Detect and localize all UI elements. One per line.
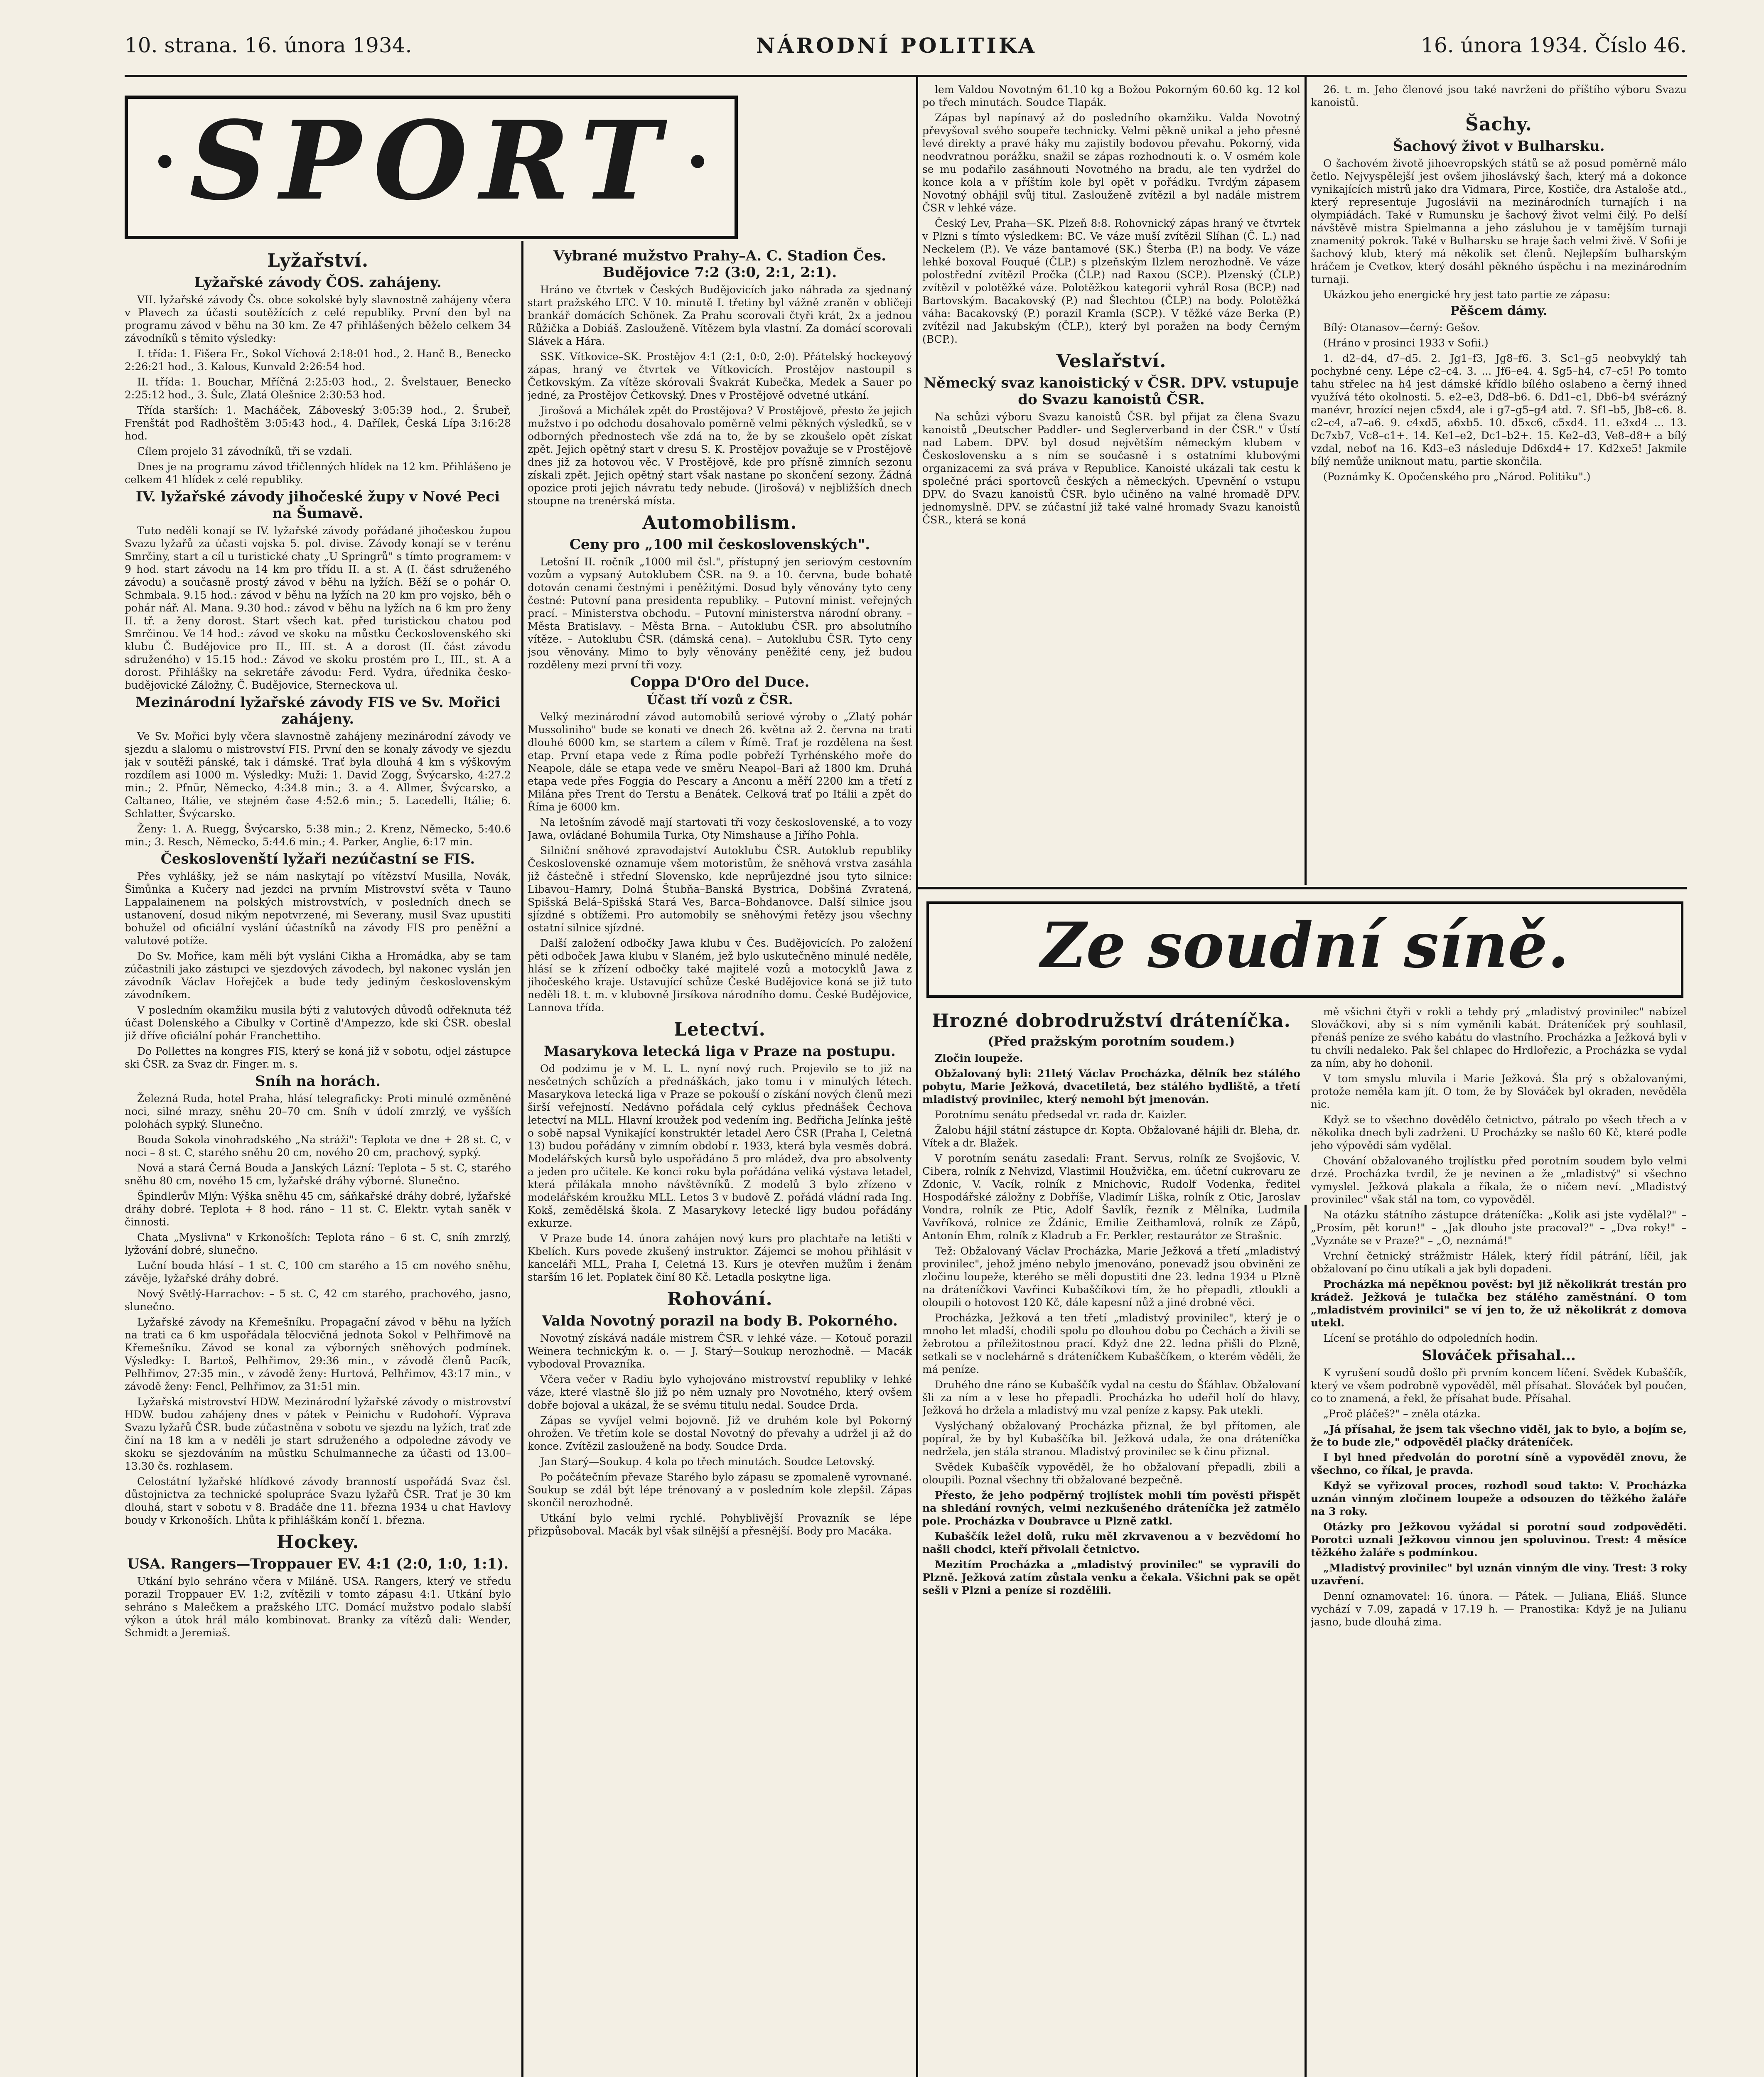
paragraph: Český Lev, Praha—SK. Plzeň 8:8. Rohovnický zápas hraný ve čtvrtek v Plzni s tímto výsledkem: BC. Ve váze muší zvítězil Slíhan (Č. L.) nad Neckelem (P.). Ve váze bantamové (SK.) Šterba (P.) na body. Ve váze lehké boxoval Fouqué (ČLP.) s plzeňským Ilzlem nerozhodně. Ve váze polostřední zvítězil Pročka (ČLP.) nad Raxou (SCP.). Plzenský (ČLP.) zvítězil v polotěžké váze. Polotěžkou kategorii vyhrál Rosa (BCP.) nad Bartovským. Bacakovský (P.) nad Šlechtou (ČLP.) na body. Polotěžká váha: Bacakovský (P.) porazil Kramla (SCP.). V těžké váze Berka (P.) zvítězil nad Jakubským (ČLP.), který byl poražen na body Černým (BCP.).	[922, 217, 1300, 345]
section-heading: Šachy.	[1465, 114, 1532, 135]
article-heading: Německý svaz kanoistický v ČSR. DPV. vstupuje do Svazu kanoistů ČSR.	[924, 375, 1299, 408]
paragraph: Novotný získává nadále mistrem ČSR. v lehké váze. — Kotouč porazil Weinera technickým k. o. — J. Starý—Soukup nerozhodně. — Macák vybodoval Provazníka.	[528, 1332, 912, 1370]
article-heading: Masarykova letecká liga v Praze na postupu.	[544, 1043, 896, 1060]
paragraph: Tuto neděli konají se IV. lyžařské závody pořádané jihočeskou župou Svazu lyžařů za účasti vojska 5. pol. divise. Závody konají se v terénu Smrčiny, start a cíl u turistické chaty „U Springrů" s tímto programem: v 9 hod. start závodu na 14 km pro třídu II. a st. A (I. část sdruženého závodu) a současně prostý závod v běhu na lyžích. Běží se o pohár O. Schmbala. 9.15 hod.: závod v běhu na lyžích na 20 km pro vojsko, běh o pohár nář. Al. Mana. 9.30 hod.: závod v běhu na lyžích na 6 km pro ženy II. tř. a ženy dorost. Start všech kat. před turistickou chatou pod Smrčinou. Ve 14 hod.: závod ve skoku na můstku Čeckoslovenského ski klubu Č. Budějovice pro II., III. st. A a dorost (II. část závodu sdruženého) v 15.15 hod.: Závod ve skoku prostém pro I., III., st. A a dorost. Přihlášky na sekretáře závodu: Ferd. Vydra, úřednika česko-budějovické Záložny, Č. Budějovice, Sterneckova ul.	[125, 525, 511, 691]
article-subheading: (Před pražským porotním soudem.)	[988, 1034, 1235, 1049]
paragraph: II. třída: 1. Bouchar, Mříčná 2:25:03 hod., 2. Švelstauer, Benecko 2:25:12 hod., 3. Šulc, Zlatá Olešnice 2:30:53 hod.	[125, 376, 511, 401]
paragraph: Zápas se vyvíjel velmi bojovně. Již ve druhém kole byl Pokorný ohrožen. Ve třetím kole se dostal Novotný do převahy a udržel ji až do konce. Zvítězil zaslouženě na body. Soudce Drda.	[528, 1414, 912, 1452]
col-rule-2	[916, 75, 918, 2077]
header-left: 10. strana. 16. února 1934.	[125, 33, 412, 57]
section-heading: Hockey.	[276, 1532, 359, 1553]
article-heading: Českoslovenští lyžaři nezúčastní se FIS.	[160, 851, 475, 867]
article-heading: Hrozné dobrodružství dráteníčka.	[931, 1010, 1291, 1031]
article-heading: Sníh na horách.	[255, 1073, 381, 1090]
paragraph: Hráno ve čtvrtek v Českých Budějovicích jako náhrada za sjednaný start pražského LTC. V 10. minutě I. třetiny byl vážně zraněn v obličeji brankář domácích Schönek. Za Prahu scorovali čtyři krát, 2x a jednou Růžička a Dobiáš. Zaslouženě. Vítězem byla vlastní. Za domácí scorovali Slávek a Hára.	[528, 284, 912, 347]
paragraph: 26. t. m. Jeho členové jsou také navrženi do příštího výboru Svazu kanoistů.	[1311, 83, 1687, 108]
column-2	[528, 245, 912, 2077]
paragraph: O šachovém životě jihoevropských států se až posud poměrně málo četlo. Nejvyspělejší jest ovšem jihoslávský šach, který má a dokonce vynikajících mistrů jako dra Vidmara, Pirce, Kostiče, dra Astaloše atd., který representuje Jugoslávii na mezinárodních turnajích i na olympiádách. Také v Rumunsku je šachový život velmi čilý. Po delší návštěvě mistra Spielmanna a jeho zásluhou je v tamějším turnaji znamenitý pokrok. Také v Bulharsku se hraje šach velmi živě. V Sofii je šachový klub, který má několik set členů. Nejlepším bulharským hráčem je Cvetkov, který dosáhl pěkného úspěchu i na mezinárodním turnaji.	[1311, 157, 1687, 285]
paragraph: Včera večer v Radiu bylo vyhojováno mistrovství republiky v lehké váze, které vlastně šlo již po něm uznaly pro Novotného, který ovšem dobře bojoval a ukázal, že se svému titulu nedal. Soudce Drda.	[528, 1373, 912, 1411]
paragraph: Silniční sněhové zpravodajství Autoklubu ČSR. Autoklub republiky Československé oznamuje všem motoristům, že sněhová vrstva zasáhla již částečně i střední Slovensko, kde neprůjezdné jsou tyto silnice: Libavou–Hamry, Dolná Štubňa–Banská Bystrica, Dobšiná Zvratená, Spišská Belá–Spišská Stará Ves, Barca–Bohdanovce. Další silnice jsou sjízdné s obtížemi. Pro automobily se sněhovými řetězy jsou všechny ostatní silnice sjízdné.	[528, 845, 912, 934]
paragraph: Porotnímu senátu předsedal vr. rada dr. Kaizler.	[935, 1109, 1187, 1121]
paragraph: Když se to všechno dovědělo četnictvo, pátralo po všech třech a v několika dnech byli zadrženi. U Procházky se našlo 60 Kč, které podle jeho výpovědi sám vydělal.	[1311, 1114, 1687, 1151]
paragraph: Přesto, že jeho podpěrný trojlístek mohli tím pověsti přispět na shledání rovných, velmi nezkušeného dráteníčka jež zatmělo pole. Procházka v Doubravce u Plzně zatkl.	[922, 1489, 1300, 1527]
paragraph: Zločin loupeže.	[935, 1052, 1023, 1064]
section-heading: Letectví.	[674, 1019, 766, 1040]
paragraph: Bílý: Otanasov—černý: Gešov.	[1323, 322, 1480, 334]
column-6	[1311, 1005, 1687, 2077]
article-heading: Šachový život v Bulharsku.	[1393, 138, 1605, 155]
column-1	[125, 245, 511, 2077]
paragraph: „Já přísahal, že jsem tak všechno viděl, jak to bylo, a bojím se, že to bude zle," odpověděl plačky dráteníček.	[1311, 1423, 1687, 1448]
col-rule-4	[1305, 1205, 1307, 2077]
paragraph: Luční bouda hlásí – 1 st. C, 100 cm starého a 15 cm nového sněhu, závěje, lyžařské dráhy dobré.	[125, 1259, 511, 1284]
section-heading: Automobilism.	[642, 512, 797, 533]
paragraph: Chata „Myslivna" v Krkonoších: Teplota ráno – 6 st. C, sníh zmrzlý, lyžování dobré, slunečno.	[125, 1231, 511, 1256]
paragraph: „Mladistvý provinilec" byl uznán vinným dle viny. Trest: 3 roky uzavření.	[1311, 1562, 1687, 1587]
paragraph: Procházka má nepěknou pověst: byl již několikrát trestán pro krádež. Ježková je tulačka bez stálého zaměstnání. O tom „mladistvém provinilci" se ví jen to, že už několikrát z domova utekl.	[1311, 1278, 1687, 1329]
paragraph: Kubaščík ležel dolů, ruku měl zkrvavenou a v bezvědomí ho našli chodci, kteří přivolali četnictvo.	[922, 1530, 1300, 1555]
paragraph: mě všichni čtyři v rokli a tehdy prý „mladistvý provinilec" nabízel Slováčkovi, aby si s ním vyměnili kabát. Dráteníček prý souhlasil, přenáš peníze ze svého kabátu do vlastního. Procházka a Ježková byli v tu chvíli nedaleko. Pak šel chlapec do Hrdlořezic, a Procházka se vydal za ním, aby ho dohonil.	[1311, 1006, 1687, 1069]
paragraph: Lyžařská mistrovství HDW. Mezinárodní lyžařské závody o mistrovství HDW. budou zahájeny dnes v pátek v Peinichu v Rudohoří. Výprava Svazu lyžařů ČSR. bude zúčastněna v sobotu ve sjezdu na lyžích, trať zde činí na 18 km a v neděli je start sdruženého a odpoledne závody ve skoku se sjezdováním na můstku Schulmanneche za účasti od 13.00–13.30 čs. rozhlasem.	[125, 1396, 511, 1472]
header-right: 16. února 1934. Číslo 46.	[1421, 33, 1687, 57]
masthead: NÁRODNÍ POLITIKA	[756, 33, 1037, 58]
paragraph: Další založení odbočky Jawa klubu v Čes. Budějovicích. Po založení pěti odboček Jawa klubu v Slaném, jež bylo uskutečněno minulé neděle, hlásí se k zřízení odbočky také majitelé vozů a motocyklů Jawa z jihočeského kraje. Ustavující schůze České Budějovice koná se již tuto neděli 18. t. m. v klubovně Jirsíkova národního domu. České Budějovice, Lannova třída.	[528, 937, 912, 1014]
banner-dot-left: •	[153, 140, 177, 184]
col-rule-1	[521, 241, 523, 2077]
paragraph: Otázky pro Ježkovou vyžádal si porotní soud zodpověděti. Porotci uznali Ježkovou vinnou jen spoluvinou. Trest: 4 měsíce těžkého žaláře s podmínkou.	[1311, 1521, 1687, 1559]
paragraph: lem Valdou Novotným 61.10 kg a Božou Pokorným 60.60 kg. 12 kol po třech minutách. Soudce Tlapák.	[922, 83, 1300, 108]
paragraph: Lyžařské závody na Křemešníku. Propagační závod v běhu na lyžích na trati ca 6 km uspořádala tělocvičná jednota Sokol v Pelhřimově na Křemešníku. Závod se konal za výborných sněhových podmínek. Výsledky: I. Bartoš, Pelhřimov, 29:36 min., v závodě členů Pacík, Pelhřimov, 27:35 min., v závodě ženy: Hurtová, Pelhřimov, 43:17 min., v závodě ženy: Fencl, Pelhřimov, za 31:51 min.	[125, 1316, 511, 1392]
paragraph: Druhého dne ráno se Kubaščík vydal na cestu do Šťáhlav. Obžalovaní šli za ním a v lese ho přepadli. Procházka ho udeřil holí do hlavy, Ježková ho držela a mladistvý mu vzal peníze z kapsy. Pak utekli.	[922, 1379, 1300, 1417]
paragraph: Přes vyhlášky, jež se nám naskytají po vítězství Musilla, Novák, Šimůnka a Kučery nad jezdci na prvním Mistrovství světa v Tauno Lappalainenem na polských mistrovstvích, v posledních dnech se ustanovení, dosud nikým nepotvrzené, mi Severany, musil Svaz upustiti bohužel od oficiální vyslání účastníků na závody FIS pro peněžní a valutové potíže.	[125, 870, 511, 947]
paragraph: Utkání bylo velmi rychlé. Pohyblivější Provazník se lépe přizpůsoboval. Macák byl však silnější a přesnější. Body pro Macáka.	[528, 1512, 912, 1537]
paragraph: Procházka, Ježková a ten třetí „mladistvý provinilec", který je o mnoho let mladší, chodili spolu po dlouhou dobu po Čechách a živili se žebrotou a příležitostnou prací. Když dne 22. ledna přišli do Plzně, setkali se v noclehárně s dráteníčkem Kubaščíkem, o kterém věděli, že má peníze.	[922, 1312, 1300, 1375]
paragraph: Chování obžalovaného trojlístku před porotním soudem bylo velmi drzé. Procházka tvrdil, že je nevinen a že „mladistvý" si všechno vymyslel. Ježková plakala a říkala, že o ničem neví. „Mladistvý provinilec" však stál na tom, co vypověděl.	[1311, 1155, 1687, 1205]
paragraph: (Poznámky K. Opočenského pro „Národ. Politiku".)	[1323, 471, 1591, 483]
section-heading: Veslařství.	[1056, 351, 1167, 372]
paragraph: (Hráno v prosinci 1933 v Sofii.)	[1323, 337, 1489, 349]
paragraph: Do Pollettes na kongres FIS, který se koná již v sobotu, odjel zástupce ski ČSR. za Svaz dr. Finger. m. s.	[125, 1045, 511, 1070]
paragraph: Na letošním závodě mají startovati tři vozy československé, a to vozy Jawa, ovládané Bohumila Turka, Oty Nimshause a Jiřího Pohla.	[528, 816, 912, 841]
paragraph: Jan Starý—Soukup. 4 kola po třech minutách. Soudce Letovský.	[540, 1456, 875, 1468]
sport-title: SPORT	[189, 98, 673, 224]
paragraph: Lícení se protáhlo do odpoledních hodin.	[1323, 1332, 1538, 1344]
paragraph: Cílem projelo 31 závodníků, tři se vzdali.	[137, 445, 353, 457]
article-heading: Valda Novotný porazil na body B. Pokorného.	[542, 1313, 898, 1329]
paragraph: Žalobu hájil státní zástupce dr. Kopta. Obžalované hájili dr. Bleha, dr. Vítek a dr. Blažek.	[922, 1124, 1300, 1149]
paragraph: Do Sv. Mořice, kam měli být vysláni Cikha a Hromádka, aby se tam zúčastnili jako zástupci ve sjezdových závodech, byl nakonec vyslán jen závodník Václav Hořejček a bude tedy jediným československým závodníkem.	[125, 950, 511, 1001]
paragraph: Vrchní četnický strážmistr Hálek, který řídil pátrání, líčil, jak obžalovaní po činu utíkali a jak byli dopadeni.	[1311, 1250, 1687, 1275]
paragraph: „Proč pláčeš?" – zněla otázka.	[1323, 1408, 1481, 1420]
article-heading: IV. lyžařské závody jihočeské župy v Nové Peci na Šumavě.	[135, 489, 500, 522]
paragraph: I. třída: 1. Fišera Fr., Sokol Víchová 2:18:01 hod., 2. Hanč B., Benecko 2:26:21 hod., 3. Kalous, Kunvald 2:26:54 hod.	[125, 348, 511, 373]
paragraph: Letošní II. ročník „1000 mil čsl.", přístupný jen seriovým cestovním vozům a vypsaný Autoklubem ČSR. na 9. a 10. června, bude bohatě dotován cenami čestnými i peněžitými. Dosud byly věnovány tyto ceny čestné: Putovní pana presidenta republiky. – Putovní minist. veřejných prací. – Ministerstva obchodu. – Putovní ministerstva národní obrany. – Města Bratislavy. – Města Brna. – Autoklubu ČSR. pro absolutního vítěze. – Autoklubu ČSR. (dámská cena). – Autoklubu ČSR. Tyto ceny jsou věnovány. Mimo to byly věnovány peněžité ceny, jež budou rozděleny mezi první tři vozy.	[528, 556, 912, 671]
paragraph: Velký mezinárodní závod automobilů seriové výroby o „Zlatý pohár Mussoliniho" bude se konati ve dnech 26. května až 2. června na trati dlouhé 6000 km, se startem a cílem v Římě. Trať je rozdělena na šest etap. První etapa vede z Říma podle pobřeží Tyrhénského moře do Neapole, dále se etapa vede ve směru Neapol–Bari až 1800 km. Druhá etapa vede přes Foggia do Pescary a Anconu a měří 2200 km a třetí z Milána přes Trent do Terstu a Benátek. Celková trať po Itálii a zpět do Říma je 6000 km.	[528, 711, 912, 813]
section-heading: Rohování.	[667, 1289, 773, 1310]
article-subheading: Účast tří vozů z ČSR.	[646, 693, 793, 707]
paragraph: Nový Světlý-Harrachov: – 5 st. C, 42 cm starého, prachového, jasno, slunečno.	[125, 1288, 511, 1313]
paragraph: Celostátní lyžařské hlídkové závody branností uspořádá Svaz čsl. důstojnictva za technické spolupráce Svazu lyžařů ČSR. Trať je 30 km dlouhá, start v sobotu v 8. Bradáče dne 11. března 1934 u chat Havlovy boudy v Krkonoších. Lhůta k přihláškám končí 1. března.	[125, 1476, 511, 1526]
paragraph: Na schůzi výboru Svazu kanoistů ČSR. byl přijat za člena Svazu kanoistů „Deutscher Paddler- und Seglerverband in der ČSR." v Ústí nad Labem. DPV. byl dosud největším německým klubem v Československu a s ním se současně i s ostatními klubovými organizacemi za svá práva v Republice. Kanoisté ukázali tak cestu k společné práci sportovců českých a německých. Upevnění o vstupu DPV. do Svazu kanoistů ČSR. bylo učiněno na valné hromadě DPV. jednomyslně. DPV. se zúčastní již také valné hromady Svazu kanoistů ČSR., která se koná	[922, 411, 1300, 526]
article-heading: USA. Rangers—Troppauer EV. 4:1 (2:0, 1:0, 1:1).	[127, 1556, 509, 1572]
paragraph: Denní oznamovatel: 16. února. — Pátek. — Juliana, Eliáš. Slunce vychází v 7.09, zapadá v 17.19 h. — Pranostika: Když je na Julianu jasno, bude dlouhá zima.	[1311, 1590, 1687, 1628]
paragraph: VII. lyžařské závody Čs. obce sokolské byly slavnostně zahájeny včera v Plavech za účasti soutěžících z celé republiky. První den byl na programu závod v běhu na 30 km. Ze 47 přihlášených běželo celkem 34 závodníků s těmito výsledky:	[125, 294, 511, 344]
article-heading: Mezinárodní lyžařské závody FIS ve Sv. Mořici zahájeny.	[135, 694, 501, 727]
paragraph: V Praze bude 14. února zahájen nový kurs pro plachtaře na letišti v Kbelích. Kurs povede zkušený instruktor. Zájemci se mohou přihlásit v kanceláři MLL, Praha I, Celetná 13. Kurs je otevřen mužům i ženám starším 16 let. Poplatek činí 80 Kč. Letadla poskytne liga.	[528, 1232, 912, 1283]
paragraph: Třída starších: 1. Macháček, Záboveský 3:05:39 hod., 2. Šrubeř, Frenštát pod Radhoštěm 3:05:43 hod., 4. Dařílek, Česká Lípa 3:16:28 hod.	[125, 404, 511, 442]
paragraph: Bouda Sokola vinohradského „Na stráži": Teplota ve dne + 28 st. C, v noci – 8 st. C, starého sněhu 20 cm, nového 20 cm, prachový, sypký.	[125, 1134, 511, 1159]
paragraph: Utkání bylo sehráno včera v Miláně. USA. Rangers, který ve středu porazil Troppauer EV. 1:2, zvítězili v tomto zápasu 4:1. Utkání bylo sehráno s Malečkem a pražského LTC. Domácí mužstvo podalo slabší výkon a útok hrál málo kombinovat. Branky za vítězů dali: Wender, Schmidt a Jeremiaš.	[125, 1575, 511, 1639]
paragraph: SSK. Vítkovice–SK. Prostějov 4:1 (2:1, 0:0, 2:0). Přátelský hockeyový zápas, hraný ve čtvrtek ve Vítkovicích. Prostějov nastoupil s Četkovským. Za vítěze skórovali Švakrát Kubečka, Medek a Sauer po jedné, za Prostějov Četkovský. Dnes v Prostějově odvetné utkání.	[528, 351, 912, 401]
col-rule-3	[1305, 75, 1307, 885]
paragraph: Dnes je na programu závod třičlenných hlídek na 12 km. Přihlášeno je celkem 41 hlídek z celé republiky.	[125, 461, 511, 486]
paragraph: V posledním okamžiku musila býti z valutových důvodů odřeknuta též účast Dolenského a Cibulky v Cortině d'Ampezzo, kde ski ČSR. obeslal již dříve oficiální pohár Franchettiho.	[125, 1004, 511, 1042]
court-rule-top	[918, 887, 1687, 889]
paragraph: Od podzimu je v M. L. L. nyní nový ruch. Projevilo se to již na nesčetných schůzích a přednáškách, jako tomu i v minulých létech. Masarykova letecká liga v Praze se pokouší o získání nových členů mezi širší veřejností. Nedávno pořádala celý cyklus přednášek Čechova letectví na MLL. Hlavní kroužek pod vedením ing. Bedřicha Jelínka ještě o sobě napsal Vynikající konstruktér letadel Aero ČSR (Praha I, Celetná 13) budou pořádány v zimním období r. 1933, která byla vesměs dobrá. Modelářských kursů bylo uspořádáno 5 pro mládež, dva pro absolventy a jeden pro učitele. Ke konci roku byla pořádána veliká výstava letadel, která přilákala mnoho návštěvníků. Z modelů 3 bylo zřízeno v modelářském kroužku MLL. Letos 3 v budově Z. pořádá vládní rada Ing. Kokš, zemědělská škola. Z Masarykovy letecké ligy budou pořádány exkurze.	[528, 1063, 912, 1229]
paragraph: V tom smyslu mluvila i Marie Ježková. Šla prý s obžalovanými, protože neměla kam jít. O tom, že by Slováček byl okraden, nevěděla nic.	[1311, 1073, 1687, 1110]
column-3	[922, 83, 1300, 885]
article-subheading: Pěšcem dámy.	[1450, 304, 1548, 318]
paragraph: Když se vyřizoval proces, rozhodl soud takto: V. Procházka uznán vinným zločinem loupeže a odsouzen do těžkého žaláře na 3 roky.	[1311, 1480, 1687, 1517]
paragraph: I byl hned předvolán do porotní síně a vypověděl znovu, že všechno, co říkal, je pravda.	[1311, 1451, 1687, 1476]
article-heading: Ceny pro „100 mil československých".	[569, 536, 870, 553]
column-4	[1311, 83, 1687, 885]
paragraph: V porotním senátu zasedali: Frant. Servus, rolník ze Svojšovic, V. Cibera, rolník z Nehvizd, Vlastimil Houžvička, em. účetní cukrovaru ze Zdonic, V. Vacík, rolník z Mnichovic, Rudolf Vodenka, ředitel Hospodářské záložny z Dobříše, Vladimír Liška, rolník z Otic, Jaroslav Vondra, rolník ze Ptic, Adolf Šavlík, řezník z Mělníka, Ludmila Vavříková, rolnice ze Ždánic, Emilie Zeithamlová, rolník ze Zápů, Antonín Ehm, rolník z Kladrub a Fr. Perkler, restaurátor ze Strašnic.	[922, 1152, 1300, 1242]
article-heading: Lyžařské závody ČOS. zahájeny.	[194, 274, 442, 291]
page-header	[125, 29, 1687, 75]
court-title: Ze soudní síně.	[1041, 909, 1569, 982]
paragraph: Po počátečním převaze Starého bylo zápasu se zpomaleně vyrovnané. Soukup se zdál být lépe trénovaný a v posledním kole zlepšil. Zápas skončil nerozhodně.	[528, 1471, 912, 1509]
paragraph: Tež: Obžalovaný Václav Procházka, Marie Ježková a třetí „mladistvý provinilec", jehož jméno nebylo jmenováno, ponevadž jsou obviněni ze zločinu loupeže, kterého se měli dopustiti dne 23. ledna 1934 u Plzně na dráteníčkovi Vavřinci Kubaščíkovi tím, že ho přepadli, ztloukli a oloupili o hotovost 120 Kč, dále kapesní nůž a jiné drobné věci.	[922, 1245, 1300, 1309]
paragraph: Železná Ruda, hotel Praha, hlásí telegraficky: Proti minulé ozměněné noci, silné mrazy, sněhu 20–70 cm. Sníh v údolí zmrzlý, ve vyšších polohách sypký. Slunečno.	[125, 1093, 511, 1130]
article-heading: Coppa D'Oro del Duce.	[630, 674, 810, 690]
paragraph: K vyrušení soudů došlo při prvním koncem líčení. Svědek Kubaščík, který ve všem podrobně vypověděl, měl přísahat. Slováček byl poučen, co to znamená, a řekl, že přísahat bude. Přísahal.	[1311, 1367, 1687, 1404]
paragraph: Nová a stará Černá Bouda a Janských Lázní: Teplota – 5 st. C, starého sněhu 80 cm, nového 15 cm, lyžařské dráhy výborné. Slunečno.	[125, 1162, 511, 1187]
sport-banner	[125, 96, 738, 239]
paragraph: Mezitím Procházka a „mladistvý provinilec" se vypravili do Plzně. Ježková zatím zůstala venku a čekala. Všichni pak se opět sešli v Plzni a peníze si rozdělili.	[922, 1559, 1300, 1596]
article-heading: Vybrané mužstvo Prahy–A. C. Stadion Čes. Budějovice 7:2 (3:0, 2:1, 2:1).	[553, 248, 886, 281]
article-heading: Slováček přisahal...	[1422, 1347, 1576, 1364]
paragraph: Ve Sv. Mořici byly včera slavnostně zahájeny mezinárodní závody ve sjezdu a slalomu o mistrovství FIS. První den se konaly závody ve sjezdu jak v soutěži pánské, tak i dámské. Trať byla dlouhá 4 km s výškovým rozdílem asi 1000 m. Výsledky: Muži: 1. David Zogg, Švýcarsko, 4:27.2 min.; 2. Pfnür, Německo, 4:34.8 min.; 3. a 4. Allmer, Švýcarsko, a Caltaneo, Itálie, ve stejném čase 4:52.6 min.; 5. Lacedelli, Itálie; 6. Schlatter, Švýcarsko.	[125, 730, 511, 820]
paragraph: 1. d2–d4, d7–d5. 2. Jg1–f3, Jg8–f6. 3. Sc1–g5 neobvyklý tah pochybné ceny. Lépe c2–c4. 3. ... Jf6–e4. 4. Sg5–h4, c7–c5! Po tomto tahu střelec na h4 jest dámské křídlo bílého oslabeno a černý ihned využívá této okolnosti. 5. e2–e3, Dd8–b6. 6. Dd1–c1, Db6–b4 svérázný manévr, hrozící nejen c5xd4, ale i g7–g5–g4 atd. 7. Sf1–b5, Jb8–c6. 8. c2–c4, a7–a6. 9. c4xd5, a6xb5. 10. d5xc6, c5xd4. 11. e3xd4 ... 13. Dc7xb7, Vc8–c1+. 14. Ke1–e2, Dc1–b2+. 15. Ke2–d3, Ve8–d8+ a bílý vzdal, neboť na 16. Kd3–e3 následuje Dd6xd4+ 17. Kd2xe5! Jakmile bílý nemůže uniknout matu, partie skončila.	[1311, 352, 1687, 467]
paragraph: Na otázku státního zástupce dráteníčka: „Kolik asi jste vydělal?" – „Prosím, pět korun!" – „Jak dlouho jste pracoval?" – „Dva roky!" – „Vyznáte se v Praze?" – „O, neznámá!"	[1311, 1209, 1687, 1247]
column-5	[922, 1005, 1300, 2077]
paragraph: Svědek Kubaščík vypověděl, že ho obžalovaní přepadli, zbili a oloupili. Poznal všechny tři obžalované bezpečně.	[922, 1461, 1300, 1486]
paragraph: Obžalovaný byli: 21letý Václav Procházka, dělník bez stálého pobytu, Marie Ježková, dvacetiletá, bez stálého bydliště, a třetí mladistvý provinilec, který nemohl být jmenován.	[922, 1068, 1300, 1105]
paragraph: Ukázkou jeho energické hry jest tato partie ze zápasu:	[1323, 289, 1611, 301]
paragraph: Zápas byl napínavý až do posledního okamžiku. Valda Novotný převyšoval svého soupeře technicky. Velmi pěkně unikal a jeho přesné levé direkty a pravé háky mu zajistily bodovou převahu. Pokorný, vida neodvratnou porážku, snažil se zápas rozhodnouti k. o. V osmém kole se mu podařilo zasáhnouti Novotného na bradu, ale ten vydržel do konce kola a v příštím kole byl opět v pořádku. Tvrdým zápasem Novotný obhájil svůj titul. Zaslouženě zvítězil a byl nadále mistrem ČSR v lehké váze.	[922, 112, 1300, 214]
banner-dot-right: •	[685, 140, 710, 184]
header-rule	[125, 75, 1687, 77]
court-banner	[926, 901, 1683, 998]
paragraph: Špindlerův Mlýn: Výška sněhu 45 cm, sáňkařské dráhy dobré, lyžařské dráhy dobré. Teplota + 8 hod. ráno – 11 st. C. Elektr. vytah saněk v činnosti.	[125, 1190, 511, 1228]
paragraph: Vyslýchaný obžalovaný Procházka přiznal, že byl přítomen, ale popíral, že by byl Kubaščíka bil. Ježková udala, že ona dráteníčka nedržela, jen stála stranou. Mladistvý provinilec se k činu přiznal.	[922, 1420, 1300, 1458]
section-heading: Lyžařství.	[267, 250, 369, 271]
paragraph: Jirošová a Michálek zpět do Prostějova? V Prostějově, přesto že jejich mužstvo i po odchodu dosahovalo poměrně velmi pěkných výsledků, se v odborných přednostech vše zdá na to, že by se zkoušelo opět získat zpět. Jejich opětný start v dresu S. K. Prostějov považuje se v Prostějově dnes již za hotovou věc. V Prostějově, kde pro přísně zimních sezonu získali zpět. Jejich opětný start však nastane po skončení sezony. Žádná opozice proti jejich návratu tedy nebude. (Jirošová) v nejbližších dnech stoupne na trenérská místa.	[528, 405, 912, 507]
paragraph: Ženy: 1. A. Ruegg, Švýcarsko, 5:38 min.; 2. Krenz, Německo, 5:40.6 min.; 3. Resch, Německo, 5:44.6 min.; 4. Parker, Anglie, 6:17 min.	[125, 823, 511, 848]
